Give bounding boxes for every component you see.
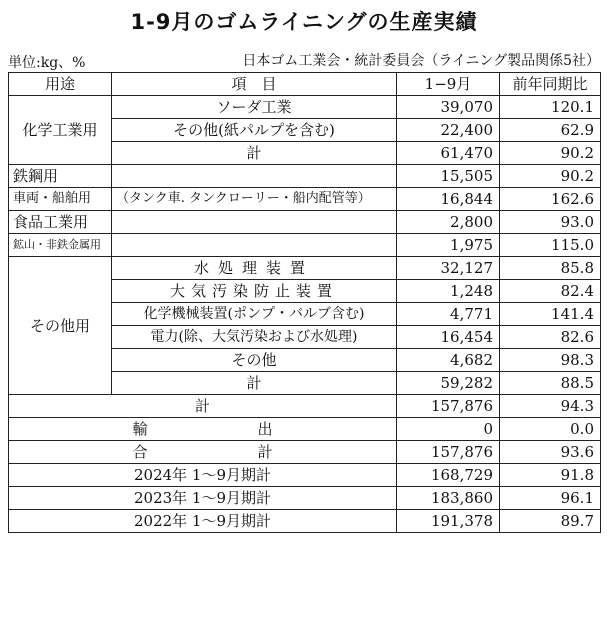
header-period: 1−9月 bbox=[397, 73, 500, 96]
table-row bbox=[9, 165, 601, 188]
table-row bbox=[9, 464, 601, 487]
yoy-cell: 85.8 bbox=[500, 257, 601, 280]
use-cell: 鉄鋼用 bbox=[9, 165, 112, 188]
item-cell: 電力(除、大気汚染および水処理) bbox=[112, 326, 397, 349]
value-cell: 4,771 bbox=[397, 303, 500, 326]
table-row bbox=[9, 211, 601, 234]
yoy-cell: 82.4 bbox=[500, 280, 601, 303]
value-cell: 22,400 bbox=[397, 119, 500, 142]
production-table bbox=[8, 72, 601, 533]
yoy-cell: 90.2 bbox=[500, 142, 601, 165]
year-label: 2023年 1〜9月期計 bbox=[9, 487, 397, 510]
yoy-cell: 88.5 bbox=[500, 372, 601, 395]
yoy-cell: 120.1 bbox=[500, 96, 601, 119]
item-cell: その他(紙パルプを含む) bbox=[112, 119, 397, 142]
header-yoy: 前年同期比 bbox=[500, 73, 601, 96]
use-cell: 食品工業用 bbox=[9, 211, 112, 234]
item-cell: 計 bbox=[112, 372, 397, 395]
value-cell: 39,070 bbox=[397, 96, 500, 119]
value-cell: 168,729 bbox=[397, 464, 500, 487]
value-cell: 15,505 bbox=[397, 165, 500, 188]
value-cell: 59,282 bbox=[397, 372, 500, 395]
value-cell: 1,975 bbox=[397, 234, 500, 257]
yoy-cell: 62.9 bbox=[500, 119, 601, 142]
value-cell: 0 bbox=[397, 418, 500, 441]
item-cell: 化学機械装置(ポンプ・バルブ含む) bbox=[112, 303, 397, 326]
table-row bbox=[9, 510, 601, 533]
yoy-cell: 90.2 bbox=[500, 165, 601, 188]
use-other: その他用 bbox=[9, 257, 112, 395]
table-row bbox=[9, 395, 601, 418]
item-cell bbox=[112, 211, 397, 234]
header-row bbox=[9, 73, 601, 96]
yoy-cell: 82.6 bbox=[500, 326, 601, 349]
item-cell bbox=[112, 165, 397, 188]
yoy-cell: 98.3 bbox=[500, 349, 601, 372]
use-cell: 鉱山・非鉄金属用 bbox=[9, 234, 112, 257]
yoy-cell: 93.6 bbox=[500, 441, 601, 464]
unit-label: 単位:kg、% bbox=[8, 55, 86, 71]
table-row bbox=[9, 257, 601, 280]
header-item: 項 目 bbox=[112, 73, 397, 96]
item-cell bbox=[112, 234, 397, 257]
value-cell: 2,800 bbox=[397, 211, 500, 234]
yoy-cell: 93.0 bbox=[500, 211, 601, 234]
item-cell: （タンク車. タンクローリー・船内配管等） bbox=[112, 188, 397, 211]
table-row bbox=[9, 418, 601, 441]
value-cell: 1,248 bbox=[397, 280, 500, 303]
table-row bbox=[9, 441, 601, 464]
yoy-cell: 162.6 bbox=[500, 188, 601, 211]
item-cell: ソーダ工業 bbox=[112, 96, 397, 119]
value-cell: 16,844 bbox=[397, 188, 500, 211]
yoy-cell: 91.8 bbox=[500, 464, 601, 487]
grand-total-label: 合 計 bbox=[9, 441, 397, 464]
page-title: 1-9月のゴムライニングの生産実績 bbox=[130, 10, 478, 34]
year-label: 2024年 1〜9月期計 bbox=[9, 464, 397, 487]
year-label: 2022年 1〜9月期計 bbox=[9, 510, 397, 533]
subtotal-label: 計 bbox=[9, 395, 397, 418]
export-label: 輸 出 bbox=[9, 418, 397, 441]
yoy-cell: 96.1 bbox=[500, 487, 601, 510]
yoy-cell: 141.4 bbox=[500, 303, 601, 326]
source-label: 日本ゴム工業会・統計委員会（ライニング製品関係5社） bbox=[242, 53, 600, 69]
item-cell: 水処理装置 bbox=[112, 257, 397, 280]
yoy-cell: 94.3 bbox=[500, 395, 601, 418]
value-cell: 183,860 bbox=[397, 487, 500, 510]
value-cell: 157,876 bbox=[397, 395, 500, 418]
header-use: 用途 bbox=[9, 73, 112, 96]
table-row bbox=[9, 96, 601, 119]
value-cell: 16,454 bbox=[397, 326, 500, 349]
use-cell: 車両・船舶用 bbox=[9, 188, 112, 211]
table-row bbox=[9, 188, 601, 211]
value-cell: 191,378 bbox=[397, 510, 500, 533]
use-chemical: 化学工業用 bbox=[9, 96, 112, 165]
table-row bbox=[9, 487, 601, 510]
item-cell: その他 bbox=[112, 349, 397, 372]
value-cell: 157,876 bbox=[397, 441, 500, 464]
value-cell: 61,470 bbox=[397, 142, 500, 165]
value-cell: 32,127 bbox=[397, 257, 500, 280]
yoy-cell: 89.7 bbox=[500, 510, 601, 533]
value-cell: 4,682 bbox=[397, 349, 500, 372]
item-cell: 計 bbox=[112, 142, 397, 165]
yoy-cell: 0.0 bbox=[500, 418, 601, 441]
table-row bbox=[9, 234, 601, 257]
yoy-cell: 115.0 bbox=[500, 234, 601, 257]
item-cell: 大気汚染防止装置 bbox=[112, 280, 397, 303]
